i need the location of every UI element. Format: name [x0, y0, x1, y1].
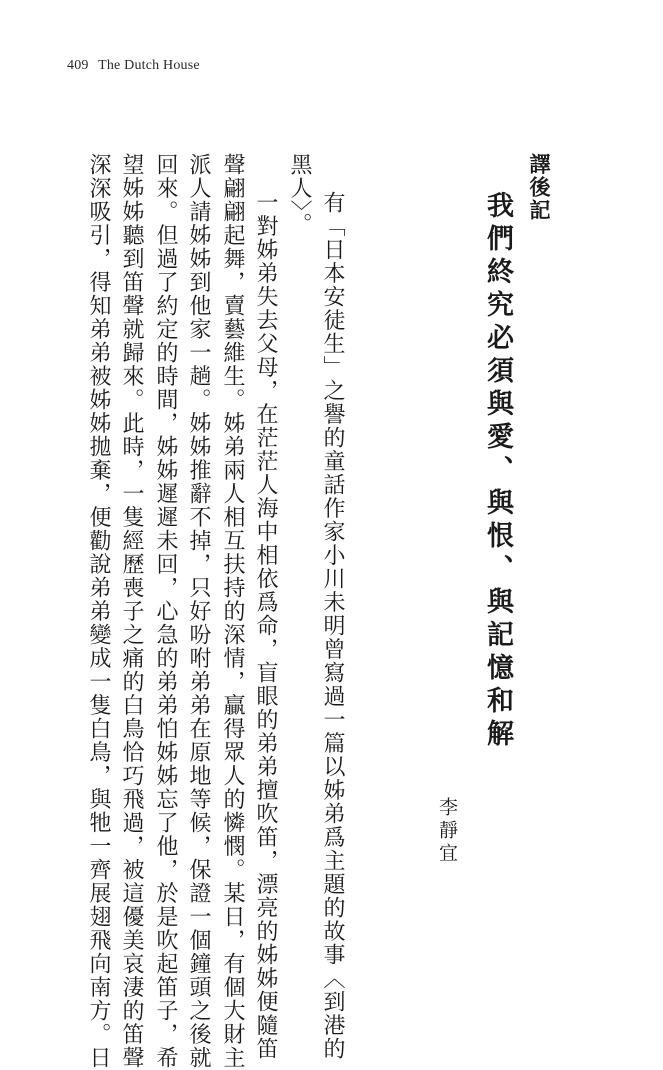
page-number: 409 [67, 58, 89, 73]
body-line: 望姊姊聽到笛聲就歸來。此時，一隻經歷喪子之痛的白鳥恰巧飛過，被這優美哀淒的笛聲 [119, 153, 144, 1070]
body-line: 派人請姊姊到他家一趟。姊姊推辭不掉，只好吩咐弟弟在原地等候，保證一個鐘頭之後就 [186, 153, 211, 1070]
book-title: The Dutch House [98, 58, 200, 73]
author-name: 李靜宜 [436, 797, 458, 866]
running-head [67, 58, 200, 74]
section-label: 譯後記 [527, 153, 552, 222]
chapter-title: 我們終究必須與愛、與恨、與記憶和解 [482, 191, 513, 752]
body-line: 深深吸引，得知弟弟被姊姊拋棄，便勸說弟弟變成一隻白鳥，與牠一齊展翅飛向南方。日 [86, 153, 111, 1070]
body-line: 回來。但過了約定的時間，姊姊遲遲未回，心急的弟弟怕姊姊忘了他，於是吹起笛子，希 [153, 153, 178, 1070]
body-line: 一對姊弟失去父母，在茫茫人海中相依爲命，盲眼的弟弟擅吹笛，漂亮的姊姊便隨笛 [253, 191, 278, 1061]
body-line: 黑人〉。 [287, 153, 312, 236]
body-line: 聲翩翩起舞，賣藝維生。姊弟兩人相互扶持的深情，贏得眾人的憐憫。某日，有個大財主 [220, 153, 245, 1070]
body-line: 有「日本安徒生」之譽的童話作家小川未明曾寫過一篇以姊弟爲主題的故事〈到港的 [320, 191, 345, 1061]
